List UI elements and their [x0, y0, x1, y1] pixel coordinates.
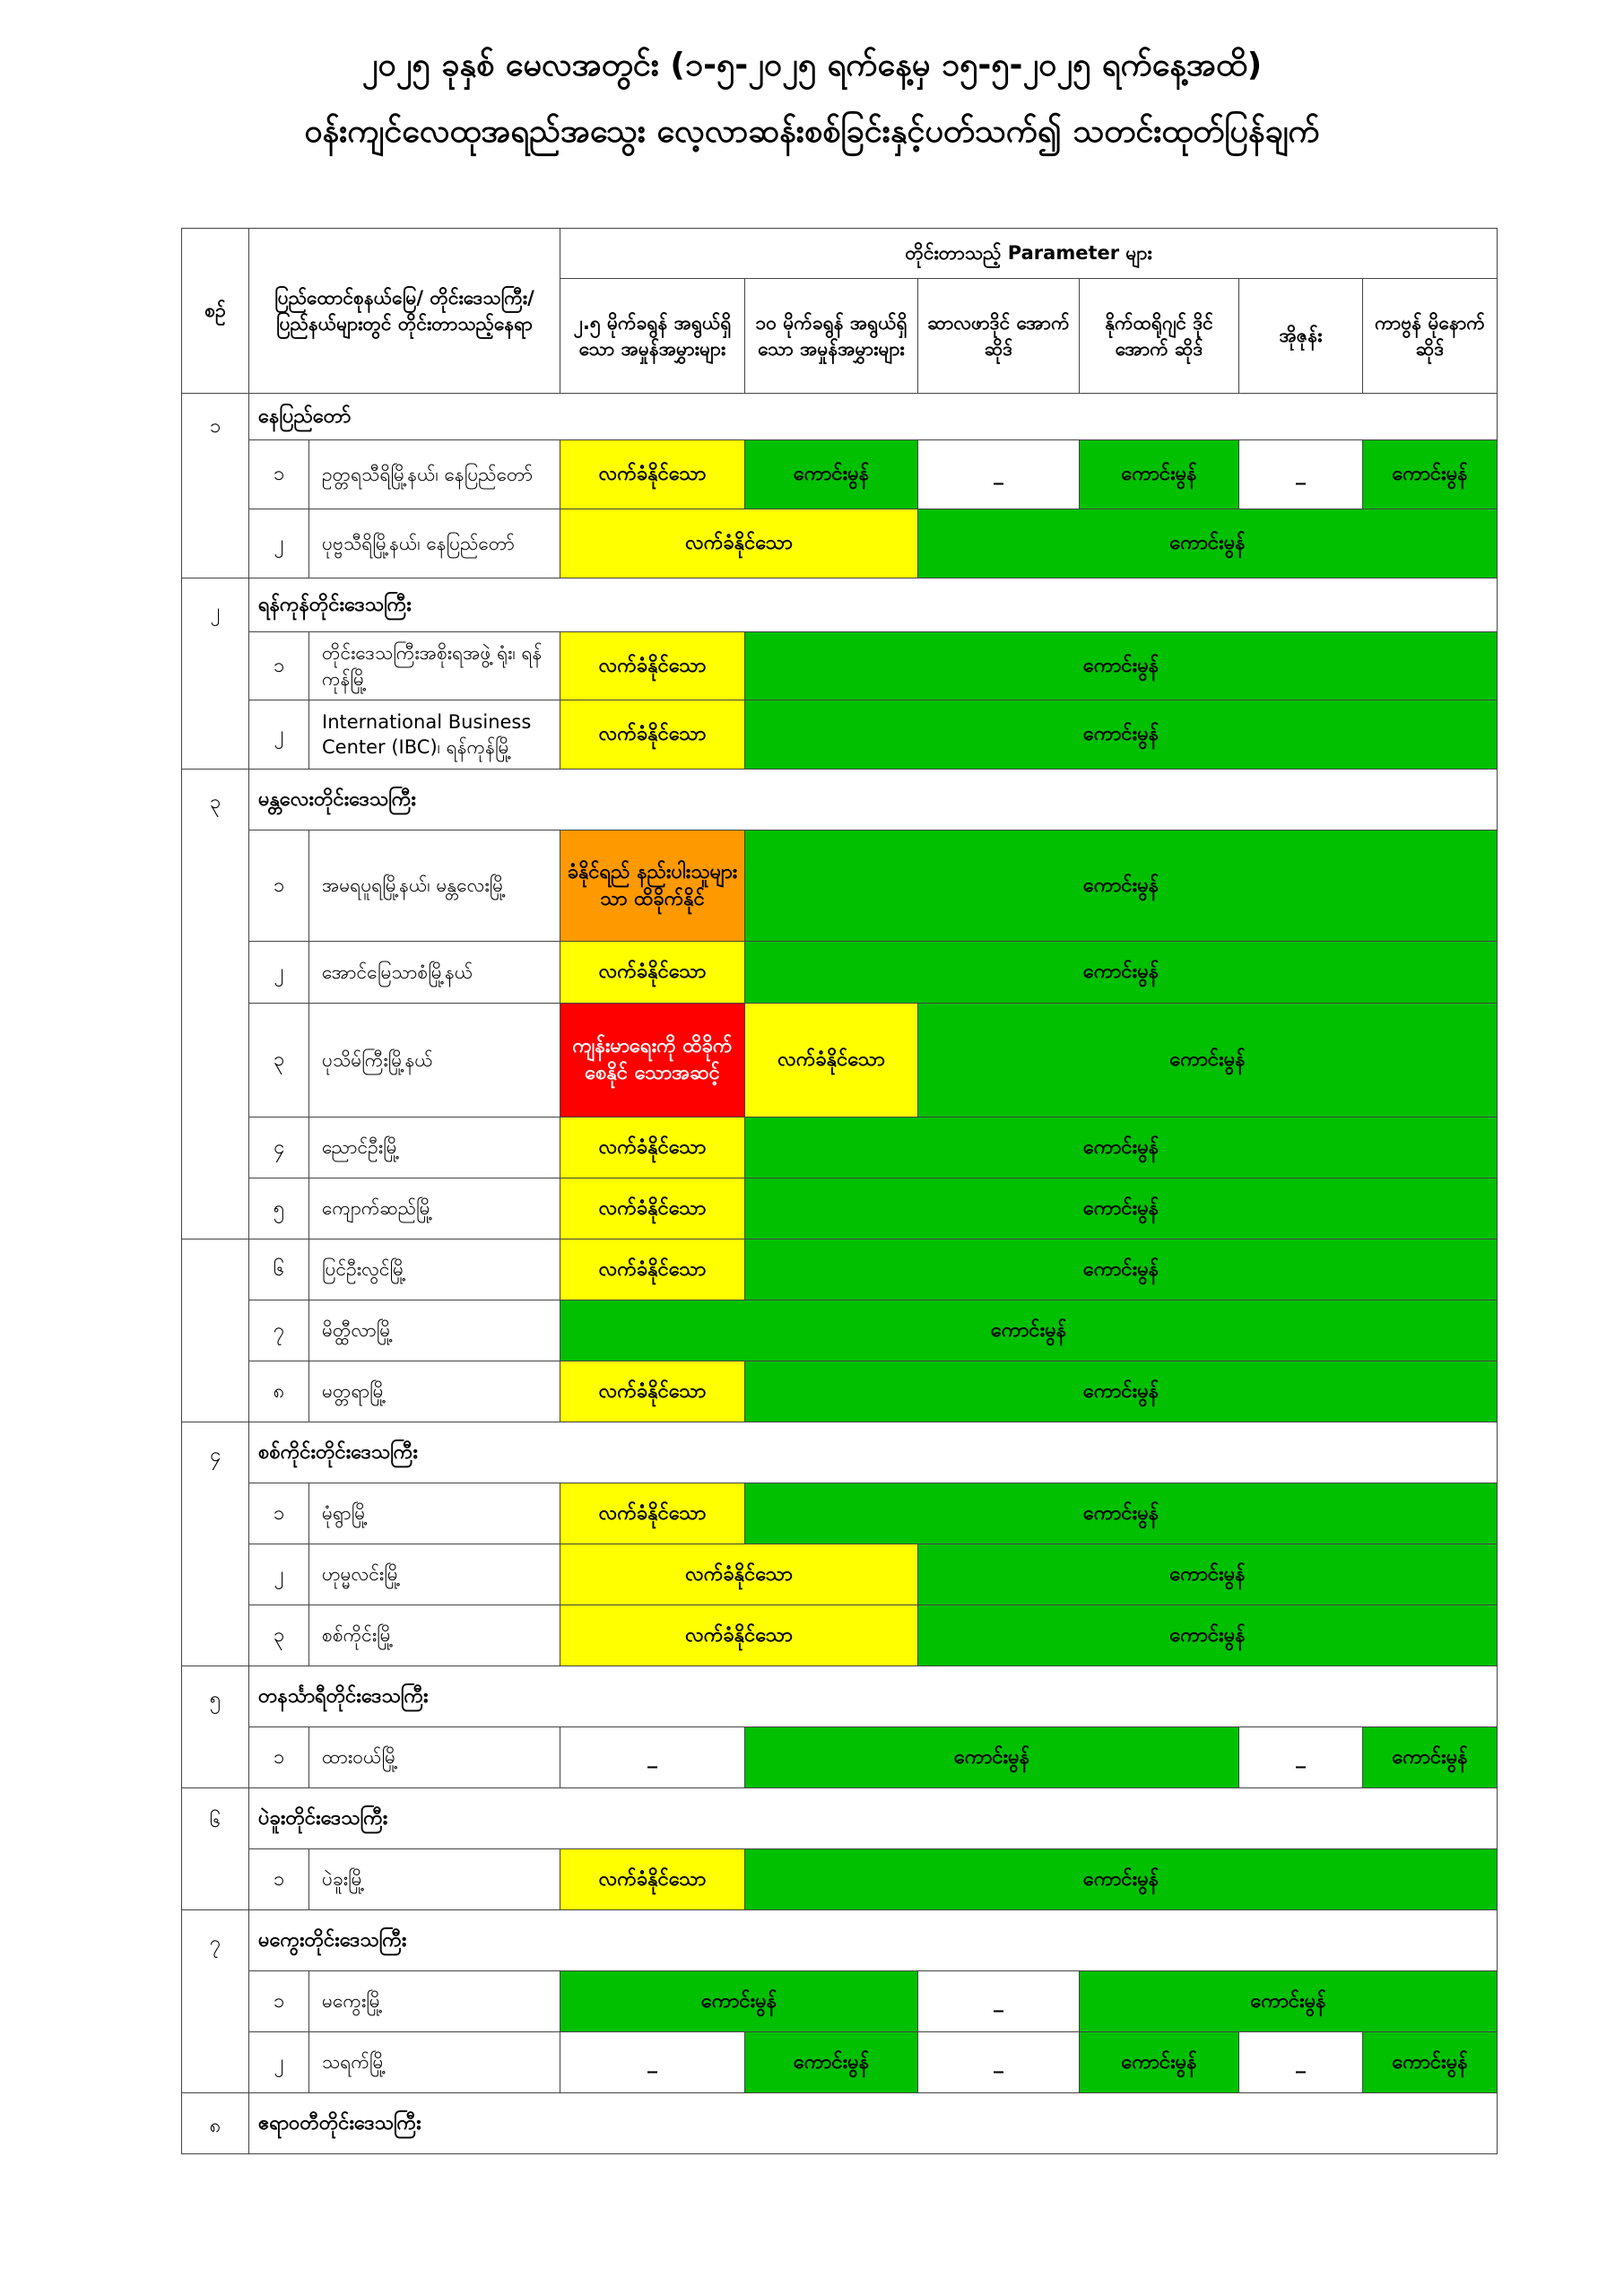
- status-cell: ခံနိုင်ရည် နည်းပါးသူများသာ ထိခိုက်နိုင်: [560, 831, 745, 942]
- region-number: ၂: [182, 578, 249, 770]
- site-name: ညောင်ဦးမြို့: [309, 1118, 560, 1178]
- site-number: ၈: [249, 1361, 309, 1422]
- serial-header: စဉ်: [182, 229, 249, 394]
- status-cell: ကောင်းမွန်: [745, 942, 1498, 1004]
- status-cell: လက်ခံနိုင်သော: [560, 1849, 745, 1910]
- site-name: ပုဗ္ဗသီရိမြို့နယ်၊ နေပြည်တော်: [309, 509, 560, 578]
- site-name: အောင်မြေသာစံမြို့နယ်: [309, 942, 560, 1004]
- site-name: ကျောက်ဆည်မြို့: [309, 1178, 560, 1239]
- region-name: မကွေးတိုင်းဒေသကြီး: [249, 1910, 1498, 1971]
- status-cell: ကောင်းမွန်: [745, 700, 1498, 770]
- status-cell: ကောင်းမွန်: [745, 1849, 1498, 1910]
- region-number: ၅: [182, 1666, 249, 1788]
- region-name: တနင်္သာရီတိုင်းဒေသကြီး: [249, 1666, 1498, 1727]
- status-cell: လက်ခံနိုင်သော: [560, 632, 745, 700]
- status-cell: လက်ခံနိုင်သော: [560, 1361, 745, 1422]
- status-cell: _: [560, 1727, 745, 1788]
- site-number: ၂: [249, 509, 309, 578]
- site-name: မတ္တရာမြို့: [309, 1361, 560, 1422]
- no2-header: နိုက်ထရိုဂျင် ဒိုင်အောက် ဆိုဒ်: [1080, 279, 1239, 394]
- document-title-line-1: ၂၀၂၅ ခုနှစ် မေလအတွင်း (၁-၅-၂၀၂၅ ရက်နေ့မှ ၁၅-၅-၂၀၂၅ ရက်နေ့အထိ): [361, 47, 1263, 83]
- status-cell: လက်ခံနိုင်သော: [560, 700, 745, 770]
- site-name: International Business Center (IBC)၊ ရန်ကုန်မြို့: [309, 700, 560, 770]
- region-number: ၄: [182, 1422, 249, 1666]
- site-name: သရက်မြို့: [309, 2032, 560, 2093]
- status-cell: ကောင်းမွန်: [918, 1605, 1498, 1666]
- site-name: ဥတ္တရသီရိမြို့နယ်၊ နေပြည်တော်: [309, 440, 560, 509]
- site-number: ၃: [249, 1605, 309, 1666]
- site-number: ၅: [249, 1178, 309, 1239]
- site-number: ၆: [249, 1239, 309, 1300]
- parameter-group-header: တိုင်းတာသည့် Parameter များ: [560, 229, 1498, 279]
- region-name: စစ်ကိုင်းတိုင်းဒေသကြီး: [249, 1422, 1498, 1483]
- site-number: ၇: [249, 1300, 309, 1361]
- status-cell: ကောင်းမွန်: [745, 1239, 1498, 1300]
- status-cell: လက်ခံနိုင်သော: [560, 1483, 745, 1544]
- region-number: ၃: [182, 770, 249, 1239]
- site-name: မကွေးမြို့: [309, 1971, 560, 2032]
- site-number: ၂: [249, 1544, 309, 1605]
- status-cell: လက်ခံနိုင်သော: [560, 1239, 745, 1300]
- co-header: ကာဗွန် မိုနောက် ဆိုဒ်: [1363, 279, 1498, 394]
- status-cell: ကောင်းမွန်: [745, 2032, 918, 2093]
- site-number: ၁: [249, 1849, 309, 1910]
- site-name: ပဲခူးမြို့: [309, 1849, 560, 1910]
- site-name: ပုသိမ်ကြီးမြို့နယ်: [309, 1004, 560, 1118]
- status-cell: လက်ခံနိုင်သော: [560, 1605, 918, 1666]
- pm25-header: ၂.၅ မိုက်ခရွန် အရွယ်ရှိသော အမှုန်အမွှားများ: [560, 279, 745, 394]
- site-name: အမရပူရမြို့နယ်၊ မန္တလေးမြို့: [309, 831, 560, 942]
- site-number: ၃: [249, 1004, 309, 1118]
- status-cell: ကောင်းမွန်: [1363, 440, 1498, 509]
- status-cell: ကောင်းမွန်: [1363, 2032, 1498, 2093]
- site-number: ၁: [249, 831, 309, 942]
- status-cell: ကောင်းမွန်: [560, 1300, 1498, 1361]
- status-cell: ကောင်းမွန်: [745, 1727, 1239, 1788]
- site-name: ဟုမ္မလင်းမြို့: [309, 1544, 560, 1605]
- status-cell: ကောင်းမွန်: [1363, 1727, 1498, 1788]
- region-name: မန္တလေးတိုင်းဒေသကြီး: [249, 770, 1498, 831]
- status-cell: ကောင်းမွန်: [745, 1178, 1498, 1239]
- region-number-blank: [182, 1239, 249, 1422]
- status-cell: ကောင်းမွန်: [745, 1483, 1498, 1544]
- site-number: ၄: [249, 1118, 309, 1178]
- ozone-header: အိုဇုန်း: [1239, 279, 1363, 394]
- region-name: ရန်ကုန်တိုင်းဒေသကြီး: [249, 578, 1498, 632]
- site-number: ၂: [249, 700, 309, 770]
- site-number: ၁: [249, 632, 309, 700]
- status-cell: လက်ခံနိုင်သော: [745, 1004, 918, 1118]
- site-name: မုံရွာမြို့: [309, 1483, 560, 1544]
- site-name: ပြင်ဦးလွင်မြို့: [309, 1239, 560, 1300]
- region-name: နေပြည်တော်: [249, 394, 1498, 440]
- status-cell: ကောင်းမွန်: [745, 632, 1498, 700]
- site-number: ၁: [249, 1971, 309, 2032]
- site-name: တိုင်းဒေသကြီးအစိုးရအဖွဲ့ ရုံး၊ ရန်ကုန်မြို့: [309, 632, 560, 700]
- status-cell: _: [1239, 440, 1363, 509]
- status-cell: _: [918, 440, 1080, 509]
- status-cell: လက်ခံနိုင်သော: [560, 1118, 745, 1178]
- so2-header: ဆာလဖာဒိုင် အောက်ဆိုဒ်: [918, 279, 1080, 394]
- status-cell: ကောင်းမွန်: [918, 509, 1498, 578]
- site-name: ထားဝယ်မြို့: [309, 1727, 560, 1788]
- status-cell: ကောင်းမွန်: [745, 1118, 1498, 1178]
- site-name: စစ်ကိုင်းမြို့: [309, 1605, 560, 1666]
- status-cell: ကျန်းမာရေးကို ထိခိုက်စေနိုင် သောအဆင့်: [560, 1004, 745, 1118]
- status-cell: လက်ခံနိုင်သော: [560, 942, 745, 1004]
- pm10-header: ၁၀ မိုက်ခရွန် အရွယ်ရှိသော အမှုန်အမွှားများ: [745, 279, 918, 394]
- document-title-line-2: ဝန်းကျင်လေထုအရည်အသွေး လေ့လာဆန်းစစ်ခြင်းနှင့်ပတ်သက်၍ သတင်းထုတ်ပြန်ချက်: [304, 113, 1320, 150]
- status-cell: ကောင်းမွန်: [1080, 1971, 1498, 2032]
- region-number: ၈: [182, 2093, 249, 2154]
- status-cell: ကောင်းမွန်: [745, 1361, 1498, 1422]
- status-cell: ကောင်းမွန်: [1080, 2032, 1239, 2093]
- region-number: ၆: [182, 1788, 249, 1910]
- status-cell: _: [918, 2032, 1080, 2093]
- region-number: ၇: [182, 1910, 249, 2093]
- location-header: ပြည်ထောင်စုနယ်မြေ/ တိုင်းဒေသကြီး/ ပြည်နယ်များတွင် တိုင်းတာသည့်နေရာ: [249, 229, 560, 394]
- status-cell: ကောင်းမွန်: [918, 1004, 1498, 1118]
- site-number: ၁: [249, 1483, 309, 1544]
- status-cell: လက်ခံနိုင်သော: [560, 440, 745, 509]
- status-cell: ကောင်းမွန်: [1080, 440, 1239, 509]
- status-cell: လက်ခံနိုင်သော: [560, 1544, 918, 1605]
- site-number: ၁: [249, 440, 309, 509]
- region-number: ၁: [182, 394, 249, 578]
- region-name: ပဲခူးတိုင်းဒေသကြီး: [249, 1788, 1498, 1849]
- status-cell: _: [1239, 1727, 1363, 1788]
- status-cell: _: [1239, 2032, 1363, 2093]
- status-cell: လက်ခံနိုင်သော: [560, 509, 918, 578]
- site-number: ၁: [249, 1727, 309, 1788]
- status-cell: _: [560, 2032, 745, 2093]
- status-cell: ကောင်းမွန်: [745, 831, 1498, 942]
- site-number: ၂: [249, 942, 309, 1004]
- air-quality-table: [181, 228, 1498, 2154]
- status-cell: _: [918, 1971, 1080, 2032]
- status-cell: ကောင်းမွန်: [745, 440, 918, 509]
- site-name: မိတ္ထီလာမြို့: [309, 1300, 560, 1361]
- status-cell: ကောင်းမွန်: [918, 1544, 1498, 1605]
- site-number: ၂: [249, 2032, 309, 2093]
- status-cell: လက်ခံနိုင်သော: [560, 1178, 745, 1239]
- region-name: ဧရာဝတီတိုင်းဒေသကြီး: [249, 2093, 1498, 2154]
- status-cell: ကောင်းမွန်: [560, 1971, 918, 2032]
